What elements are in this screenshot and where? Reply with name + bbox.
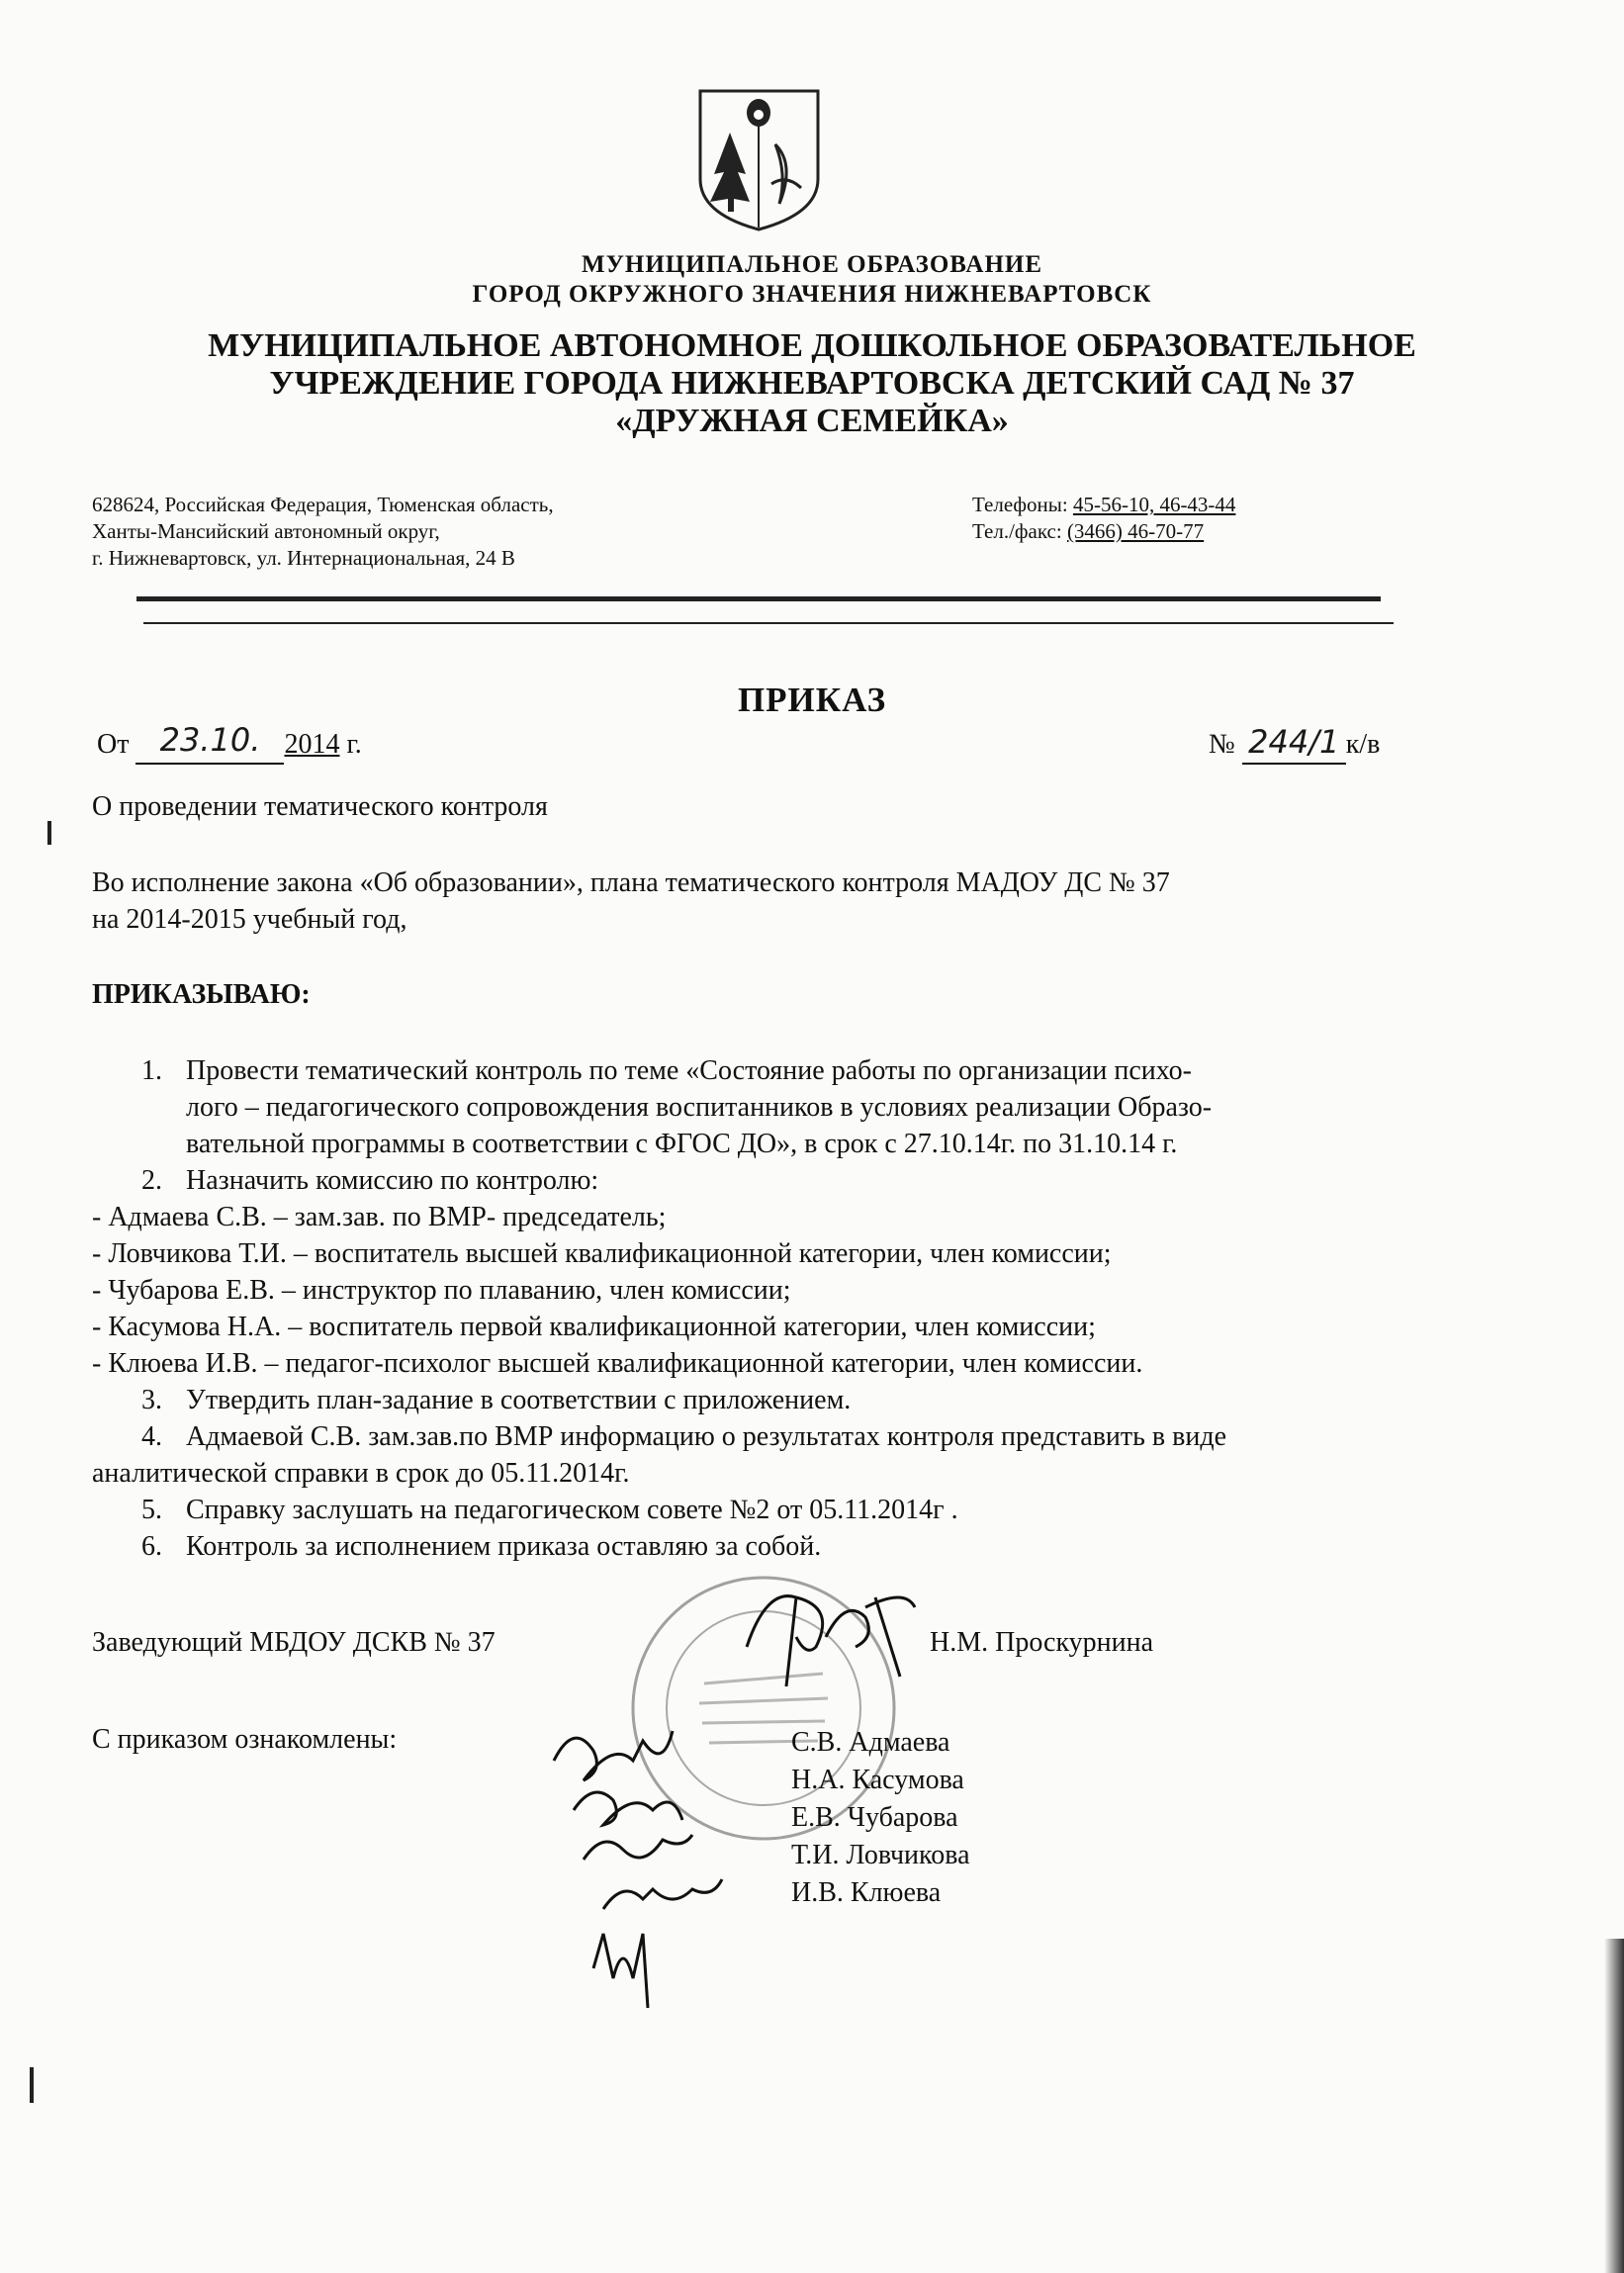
list-item	[92, 1418, 1496, 1455]
organization-name-line1: МУНИЦИПАЛЬНОЕ АВТОНОМНОЕ ДОШКОЛЬНОЕ ОБРАЗОВАТЕЛЬНОЕ	[208, 327, 1416, 364]
scan-edge-mark	[30, 2067, 34, 2103]
document-title: ПРИКАЗ	[737, 681, 887, 719]
date-year: 2014	[284, 729, 340, 760]
coat-of-arms-logo	[692, 85, 826, 233]
acknowledged-names	[791, 1724, 970, 1912]
order-date	[97, 721, 362, 765]
order-items	[92, 1052, 1496, 1565]
address-line: Ханты-Мансийский автономный округ,	[92, 519, 440, 543]
acknowledgement-signatures	[534, 1721, 791, 2018]
number-suffix: к/в	[1345, 729, 1381, 760]
acknowledged-name: И.В. Клюева	[791, 1877, 942, 1908]
acknowledged-name: Е.В. Чубарова	[791, 1802, 958, 1833]
item-number: 2.	[141, 1165, 162, 1196]
commission-member: - Ловчикова Т.И. – воспитатель высшей квалификационной категории, член комиссии;	[92, 1238, 1112, 1269]
item-number: 3.	[141, 1385, 162, 1415]
signatory-position: Заведующий МБДОУ ДСКВ № 37	[92, 1627, 496, 1658]
contacts-block	[972, 492, 1235, 545]
signatory-name: Н.М. Проскурнина	[930, 1627, 1154, 1658]
acknowledged-name: С.В. Адмаева	[791, 1727, 950, 1758]
order-subject: О проведении тематического контроля	[92, 791, 548, 822]
item-text: лого – педагогического сопровождения воспитанников в условиях реализации Образо-	[186, 1092, 1213, 1123]
order-number	[1209, 724, 1380, 765]
item-text: Утвердить план-задание в соответствии с приложением.	[186, 1385, 852, 1415]
preamble-line2: на 2014-2015 учебный год,	[92, 904, 407, 935]
commission-member: - Клюева И.В. – педагог-психолог высшей квалификационной категории, член комиссии.	[92, 1348, 1143, 1379]
commission-member: - Касумова Н.А. – воспитатель первой квалификационной категории, член комиссии;	[92, 1312, 1096, 1342]
organization-name-line3: «ДРУЖНАЯ СЕМЕЙКА»	[615, 403, 1009, 439]
acknowledged-name: Т.И. Ловчикова	[791, 1840, 970, 1870]
item-text: Справку заслушать на педагогическом совете №2 от 05.11.2014г .	[186, 1495, 958, 1525]
item-number: 1.	[141, 1055, 162, 1086]
item-number: 5.	[141, 1495, 162, 1525]
order-word: ПРИКАЗЫВАЮ:	[92, 979, 311, 1010]
list-item	[92, 1382, 1496, 1418]
date-suffix: г.	[339, 729, 362, 760]
commission-member: - Адмаева С.В. – зам.зав. по ВМР- председатель;	[92, 1202, 667, 1232]
director-signature	[727, 1578, 925, 1706]
item-text: Провести тематический контроль по теме «Состояние работы по организации психо-	[186, 1055, 1193, 1086]
scan-edge-mark	[47, 821, 51, 845]
commission-member: - Чубарова Е.В. – инструктор по плаванию, член комиссии;	[92, 1275, 791, 1306]
fax-value: (3466) 46-70-77	[1066, 519, 1205, 543]
address-line: г. Нижневартовск, ул. Интернациональная, 24 В	[92, 546, 515, 570]
date-prefix: От	[97, 729, 136, 760]
phones-value: 45-56-10, 46-43-44	[1072, 493, 1236, 516]
scan-edge-shadow	[1604, 1939, 1624, 2273]
item-text: вательной программы в соответствии с ФГОС ДО», в срок с 27.10.14г. по 31.10.14 г.	[186, 1129, 1178, 1159]
item-text: Контроль за исполнением приказа оставляю за собой.	[186, 1531, 822, 1562]
number-prefix: №	[1209, 729, 1242, 760]
list-item	[92, 1528, 1496, 1565]
header-divider-thin	[143, 622, 1394, 624]
list-item-continuation	[92, 1089, 1496, 1126]
item-number: 6.	[141, 1531, 162, 1562]
acknowledged-name: Н.А. Касумова	[791, 1765, 964, 1795]
organization-name-line2: УЧРЕЖДЕНИЕ ГОРОДА НИЖНЕВАРТОВСКА ДЕТСКИЙ САД № 37	[269, 365, 1355, 402]
header-divider-thick	[136, 596, 1381, 601]
fax-label: Тел./факс:	[972, 519, 1067, 543]
phones-label: Телефоны:	[972, 493, 1073, 516]
list-item-continuation	[92, 1126, 1496, 1162]
city-title: ГОРОД ОКРУЖНОГО ЗНАЧЕНИЯ НИЖНЕВАРТОВСК	[472, 281, 1152, 308]
handwritten-number: 244/1	[1248, 723, 1340, 761]
item-number: 4.	[141, 1421, 162, 1452]
list-item	[92, 1162, 1496, 1199]
list-item-continuation: аналитической справки в срок до 05.11.2014г.	[92, 1458, 630, 1489]
item-text: Адмаевой С.В. зам.зав.по ВМР информацию о результатах контроля представить в виде	[186, 1421, 1227, 1452]
preamble-line1: Во исполнение закона «Об образовании», плана тематического контроля МАДОУ ДС № 37	[92, 867, 1170, 898]
address-block	[92, 492, 554, 572]
municipality-title: МУНИЦИПАЛЬНОЕ ОБРАЗОВАНИЕ	[581, 251, 1043, 278]
list-item	[92, 1052, 1496, 1089]
handwritten-date: 23.10.	[159, 721, 261, 759]
address-line: 628624, Российская Федерация, Тюменская область,	[92, 493, 554, 516]
list-item	[92, 1492, 1496, 1528]
item-text: Назначить комиссию по контролю:	[186, 1165, 599, 1196]
acknowledged-label: С приказом ознакомлены:	[92, 1724, 398, 1755]
